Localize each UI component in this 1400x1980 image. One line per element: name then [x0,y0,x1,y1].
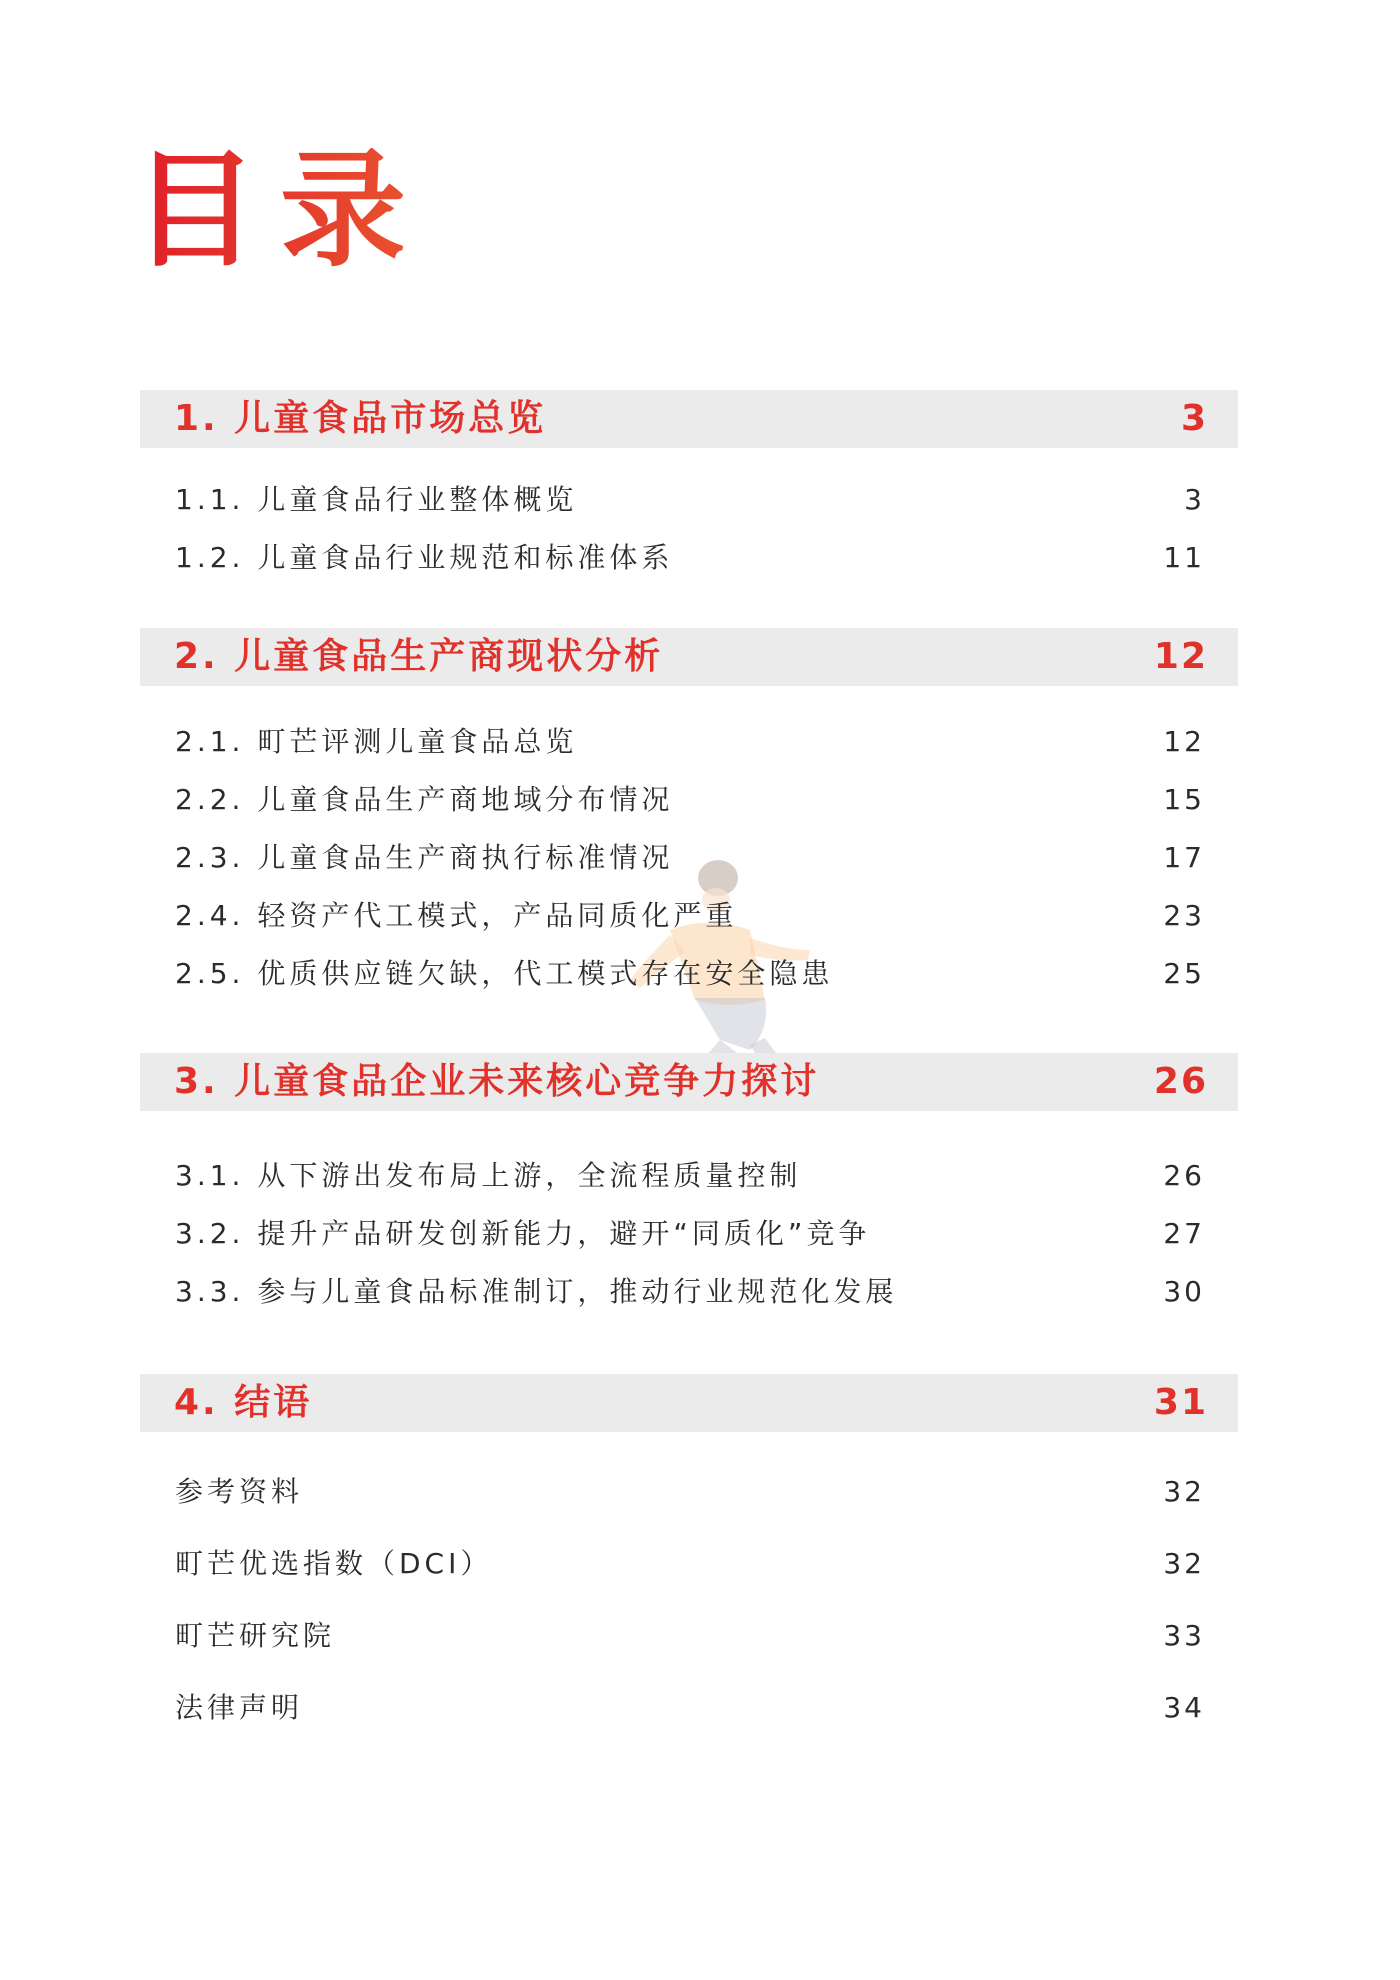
toc-entry[interactable] [175,1472,1205,1512]
entry-page-number: 15 [1163,783,1205,816]
entry-title: 参考资料 [175,1475,304,1508]
entry-title: 1.1. 儿童食品行业整体概览 [175,483,578,516]
entry-title: 1.2. 儿童食品行业规范和标准体系 [175,541,674,574]
toc-entry[interactable] [175,1214,1205,1254]
section-title: 2. 儿童食品生产商现状分析 [174,636,664,677]
entry-page-number: 30 [1163,1275,1205,1308]
toc-entry[interactable] [175,1616,1205,1656]
entry-page-number: 26 [1163,1159,1205,1192]
toc-entry[interactable] [175,780,1205,820]
entry-page-number: 23 [1163,899,1205,932]
entry-title: 町芒优选指数（DCI） [175,1547,493,1580]
toc-entry[interactable] [175,1272,1205,1312]
toc-entry[interactable] [175,480,1205,520]
entry-title: 3.3. 参与儿童食品标准制订，推动行业规范化发展 [175,1275,898,1308]
entry-page-number: 32 [1163,1475,1205,1508]
entry-page-number: 25 [1163,957,1205,990]
entry-page-number: 11 [1163,541,1205,574]
entry-page-number: 33 [1163,1619,1205,1652]
entry-title: 2.5. 优质供应链欠缺，代工模式存在安全隐患 [175,957,834,990]
toc-entry[interactable] [175,722,1205,762]
section-page-number: 26 [1153,1061,1208,1102]
entry-title: 3.2. 提升产品研发创新能力，避开“同质化”竞争 [175,1217,871,1250]
toc-entry[interactable] [175,1156,1205,1196]
entry-page-number: 34 [1163,1691,1205,1724]
section-1-header[interactable] [140,390,1238,448]
section-2-header[interactable] [140,628,1238,686]
toc-entry[interactable] [175,838,1205,878]
section-page-number: 31 [1153,1382,1208,1423]
toc-entry[interactable] [175,954,1205,994]
toc-entry[interactable] [175,896,1205,936]
section-title: 1. 儿童食品市场总览 [174,398,547,439]
entry-title: 2.2. 儿童食品生产商地域分布情况 [175,783,674,816]
entry-page-number: 3 [1184,483,1205,516]
entry-title: 2.1. 町芒评测儿童食品总览 [175,725,578,758]
section-4-header[interactable] [140,1374,1238,1432]
entry-title: 町芒研究院 [175,1619,336,1652]
toc-entry[interactable] [175,1544,1205,1584]
section-page-number: 12 [1153,636,1208,677]
entry-title: 2.4. 轻资产代工模式，产品同质化严重 [175,899,738,932]
entry-page-number: 17 [1163,841,1205,874]
entry-title: 2.3. 儿童食品生产商执行标准情况 [175,841,674,874]
section-title: 3. 儿童食品企业未来核心竞争力探讨 [174,1061,820,1102]
toc-entry[interactable] [175,1688,1205,1728]
toc-entry[interactable] [175,538,1205,578]
section-page-number: 3 [1180,398,1208,439]
entry-title: 法律声明 [175,1691,304,1724]
entry-page-number: 12 [1163,725,1205,758]
entry-title: 3.1. 从下游出发布局上游，全流程质量控制 [175,1159,802,1192]
entry-page-number: 32 [1163,1547,1205,1580]
page-title: 目录 [132,137,428,284]
section-3-header[interactable] [140,1053,1238,1111]
entry-page-number: 27 [1163,1217,1205,1250]
section-title: 4. 结语 [174,1382,313,1423]
